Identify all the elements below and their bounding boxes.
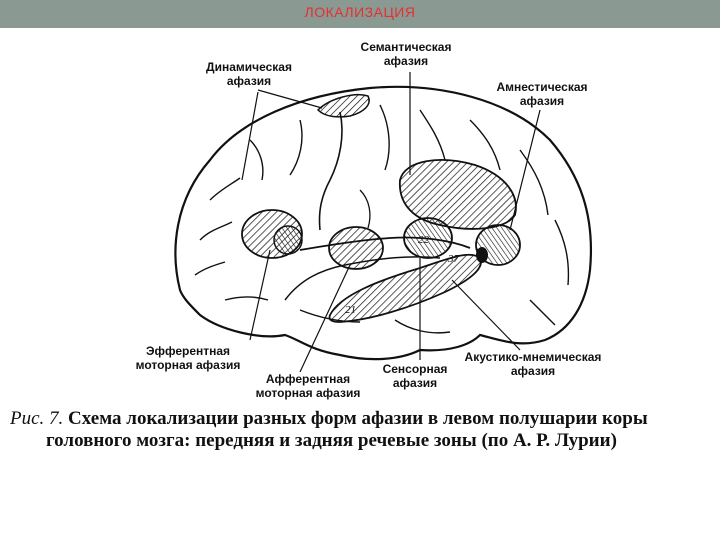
zone-mark-22: 22 xyxy=(418,234,429,246)
label-amnestic-aphasia: Амнестическая афазия xyxy=(496,80,588,108)
zone-efferent-motor-core xyxy=(274,226,302,254)
zone-afferent-motor-aphasia xyxy=(329,227,383,269)
brain-outline xyxy=(175,87,590,359)
figure-caption xyxy=(10,408,715,452)
label-afferent-motor-aphasia: Афферентная моторная афазия xyxy=(255,372,361,400)
label-semantic-aphasia: Семантическая афазия xyxy=(360,40,452,68)
figure-number: Рис. 7. xyxy=(10,408,64,429)
zone-mark-21: 21 xyxy=(345,304,356,316)
slide-title: ЛОКАЛИЗАЦИЯ xyxy=(304,4,416,20)
caption-line-1: Схема локализации разных форм афазии в левом полушарии коры xyxy=(68,408,648,429)
label-efferent-motor-aphasia: Эфферентная моторная афазия xyxy=(135,344,241,372)
label-sensory-aphasia: Сенсорная афазия xyxy=(382,362,448,390)
caption-line-2: головного мозга: передняя и задняя речевые зоны (по А. Р. Лурии) xyxy=(46,430,617,451)
label-acoustic-mnemonic-aphasia: Акустико-мнемическая афазия xyxy=(464,350,602,378)
label-dynamic-aphasia: Динамическая афазия xyxy=(206,60,292,88)
